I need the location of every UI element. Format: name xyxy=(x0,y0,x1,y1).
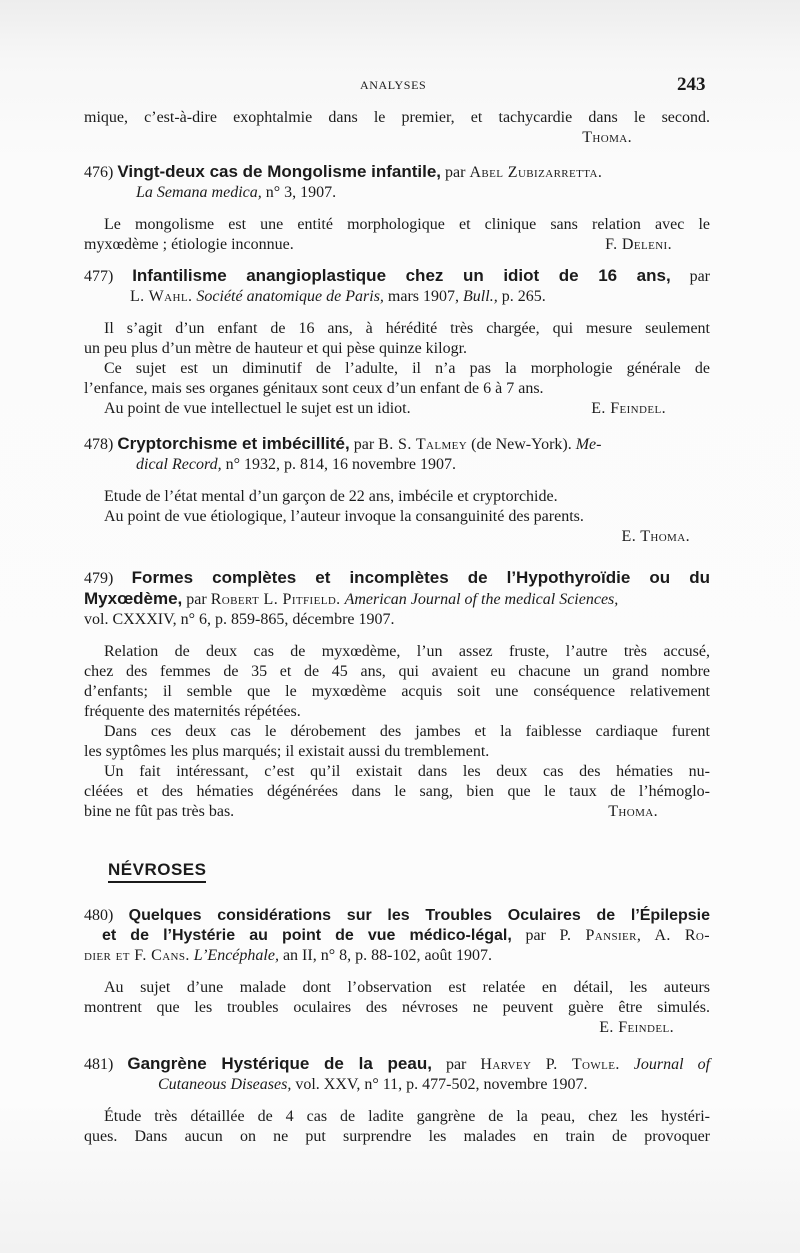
abstract-text: l’enfance, mais ses organes génitaux sont ceux d’un enfant de 6 à 7 ans. xyxy=(84,380,544,397)
abstract-title: Gangrène Hystérique de la peau, xyxy=(127,1054,432,1073)
abstract-title: Vingt-deux cas de Mongolisme infantile, xyxy=(117,162,442,181)
abstract-477 xyxy=(84,266,710,419)
abstract-text: Étude très détaillée de 4 cas de ladite gangrène de la peau, chez les hystéri- xyxy=(104,1108,710,1125)
section-heading: NÉVROSES xyxy=(108,860,206,883)
abstract-source: La Semana medica, n° 3, 1907. xyxy=(136,184,337,201)
abstract-text: Ce sujet est un diminutif de l’adulte, il n’a pas la morphologie générale de xyxy=(104,360,710,377)
abstract-author: P. Pansier, A. Ro- xyxy=(559,927,710,944)
abstract-text: Un fait intéressant, c’est qu’il existait dans les deux cas des hématies nu- xyxy=(104,763,710,780)
abstract-number: 477) xyxy=(84,268,114,285)
abstract-author: Abel Zubizarretta. xyxy=(469,164,603,181)
abstract-481 xyxy=(84,1054,710,1147)
abstract-source: L. Wahl. Société anatomique de Paris, mars 1907, Bull., p. 265. xyxy=(130,288,546,305)
abstract-text-end: myxœdème ; étiologie inconnue. F. Deleni. xyxy=(84,236,672,253)
abstract-text: Relation de deux cas de myxœdème, l’un assez fruste, l’autre très accusé, xyxy=(104,643,710,660)
abstract-source: dier et F. Cans. L’Encéphale, an II, n° 8, p. 88-102, août 1907. xyxy=(84,947,492,964)
abstract-author: B. S. Talmey xyxy=(378,436,468,453)
running-title: ANALYSES xyxy=(360,78,427,92)
abstract-479 xyxy=(84,568,710,822)
carryover-text xyxy=(84,108,710,148)
abstract-number: 478) xyxy=(84,436,114,453)
abstract-text: ques. Dans aucun on ne put surprendre les malades en train de provoquer xyxy=(84,1128,710,1145)
abstract-signature: E. Thoma. xyxy=(621,528,690,545)
page-header xyxy=(0,74,800,98)
abstract-source: vol. CXXXIV, n° 6, p. 859-865, décembre 1907. xyxy=(84,611,395,628)
abstract-text: Dans ces deux cas le dérobement des jambes et la faiblesse cardiaque furent xyxy=(104,723,710,740)
abstract-title: Cryptorchisme et imbécillité, xyxy=(117,434,350,453)
abstract-480 xyxy=(84,906,710,1038)
abstract-text-end: bine ne fût pas très bas. Thoma. xyxy=(84,803,658,820)
abstract-heading: 481) Gangrène Hystérique de la peau, par Harvey P. Towle. Journal of xyxy=(84,1054,711,1073)
abstract-number: 479) xyxy=(84,570,114,587)
abstract-heading: 476) Vingt-deux cas de Mongolisme infantile, par Abel Zubizarretta. xyxy=(84,162,603,181)
abstract-title: Formes complètes et incomplètes de l’Hypothyroïdie ou du xyxy=(131,568,710,587)
carryover-line: mique, c’est-à-dire exophtalmie dans le premier, et tachycardie dans le second. xyxy=(84,109,710,126)
abstract-478 xyxy=(84,434,710,547)
abstract-signature: Thoma. xyxy=(608,803,658,820)
abstract-476 xyxy=(84,162,710,255)
abstract-heading: 477) Infantilisme anangioplastique chez un idiot de 16 ans, par xyxy=(84,266,710,285)
abstract-text-end: Au point de vue intellectuel le sujet est un idiot. E. Feindel. xyxy=(104,400,666,417)
abstract-number: 476) xyxy=(84,164,114,181)
abstract-text: un peu plus d’un mètre de hauteur et qui pèse quinze kilogr. xyxy=(84,340,468,357)
abstract-text: montrent que les troubles oculaires des névroses ne peuvent guère être simulés. xyxy=(84,999,710,1016)
abstract-heading xyxy=(84,906,710,926)
abstract-number: 480) xyxy=(84,907,114,924)
abstract-text: chez des femmes de 35 et de 45 ans, qui avaient eu chacune un grand nombre xyxy=(84,663,710,680)
abstract-number: 481) xyxy=(84,1056,114,1073)
abstract-heading: 478) Cryptorchisme et imbécillité, par B. S. Talmey (de New-York). Me- xyxy=(84,434,602,453)
abstract-author: Harvey P. Towle. xyxy=(480,1056,620,1073)
abstract-text: Etude de l’état mental d’un garçon de 22 ans, imbécile et cryptorchide. xyxy=(104,488,558,505)
abstract-heading-cont: et de l’Hystérie au point de vue médico-légal, par P. Pansier, A. Ro- xyxy=(102,927,710,944)
abstract-text: Au point de vue étiologique, l’auteur invoque la consanguinité des parents. xyxy=(104,508,584,525)
abstract-text: Au sujet d’une malade dont l’observation est relatée en détail, les auteurs xyxy=(104,979,710,996)
page-number: 243 xyxy=(677,74,706,95)
abstract-title: Infantilisme anangioplastique chez un idiot de 16 ans, xyxy=(132,266,671,285)
abstract-text: Il s’agit d’un enfant de 16 ans, à hérédité très chargée, qui mesure seulement xyxy=(104,320,710,337)
abstract-signature: F. Deleni. xyxy=(605,236,672,253)
abstract-signature: E. Feindel. xyxy=(599,1019,674,1036)
abstract-text: d’enfants; il semble que le myxœdème acquis soit une conséquence relativement xyxy=(84,683,710,700)
abstract-text: les syptômes les plus marqués; il existait aussi du tremblement. xyxy=(84,743,490,760)
abstract-author: L. Wahl. xyxy=(130,288,193,305)
abstract-text: Le mongolisme est une entité morphologique et clinique sans relation avec le xyxy=(104,216,710,233)
abstract-source: Cutaneous Diseases, vol. XXV, n° 11, p. 477-502, novembre 1907. xyxy=(158,1076,588,1093)
abstract-text: cléées et des hématies dégénérées dans le sang, bien que le taux de l’hémoglo- xyxy=(84,783,710,800)
abstract-signature: E. Feindel. xyxy=(591,400,666,417)
abstract-author: Robert L. Pitfield. xyxy=(210,591,341,608)
abstract-heading xyxy=(84,568,710,589)
abstract-title: Quelques considérations sur les Troubles Oculaires de l’Épilepsie xyxy=(128,907,711,924)
abstract-heading-cont: Myxœdème, par Robert L. Pitfield. American Journal of the medical Sciences, xyxy=(84,589,619,608)
carryover-signature: Thoma. xyxy=(582,129,632,146)
abstract-source: dical Record, n° 1932, p. 814, 16 novembre 1907. xyxy=(136,456,456,473)
abstract-text: fréquente des maternités répétées. xyxy=(84,703,301,720)
